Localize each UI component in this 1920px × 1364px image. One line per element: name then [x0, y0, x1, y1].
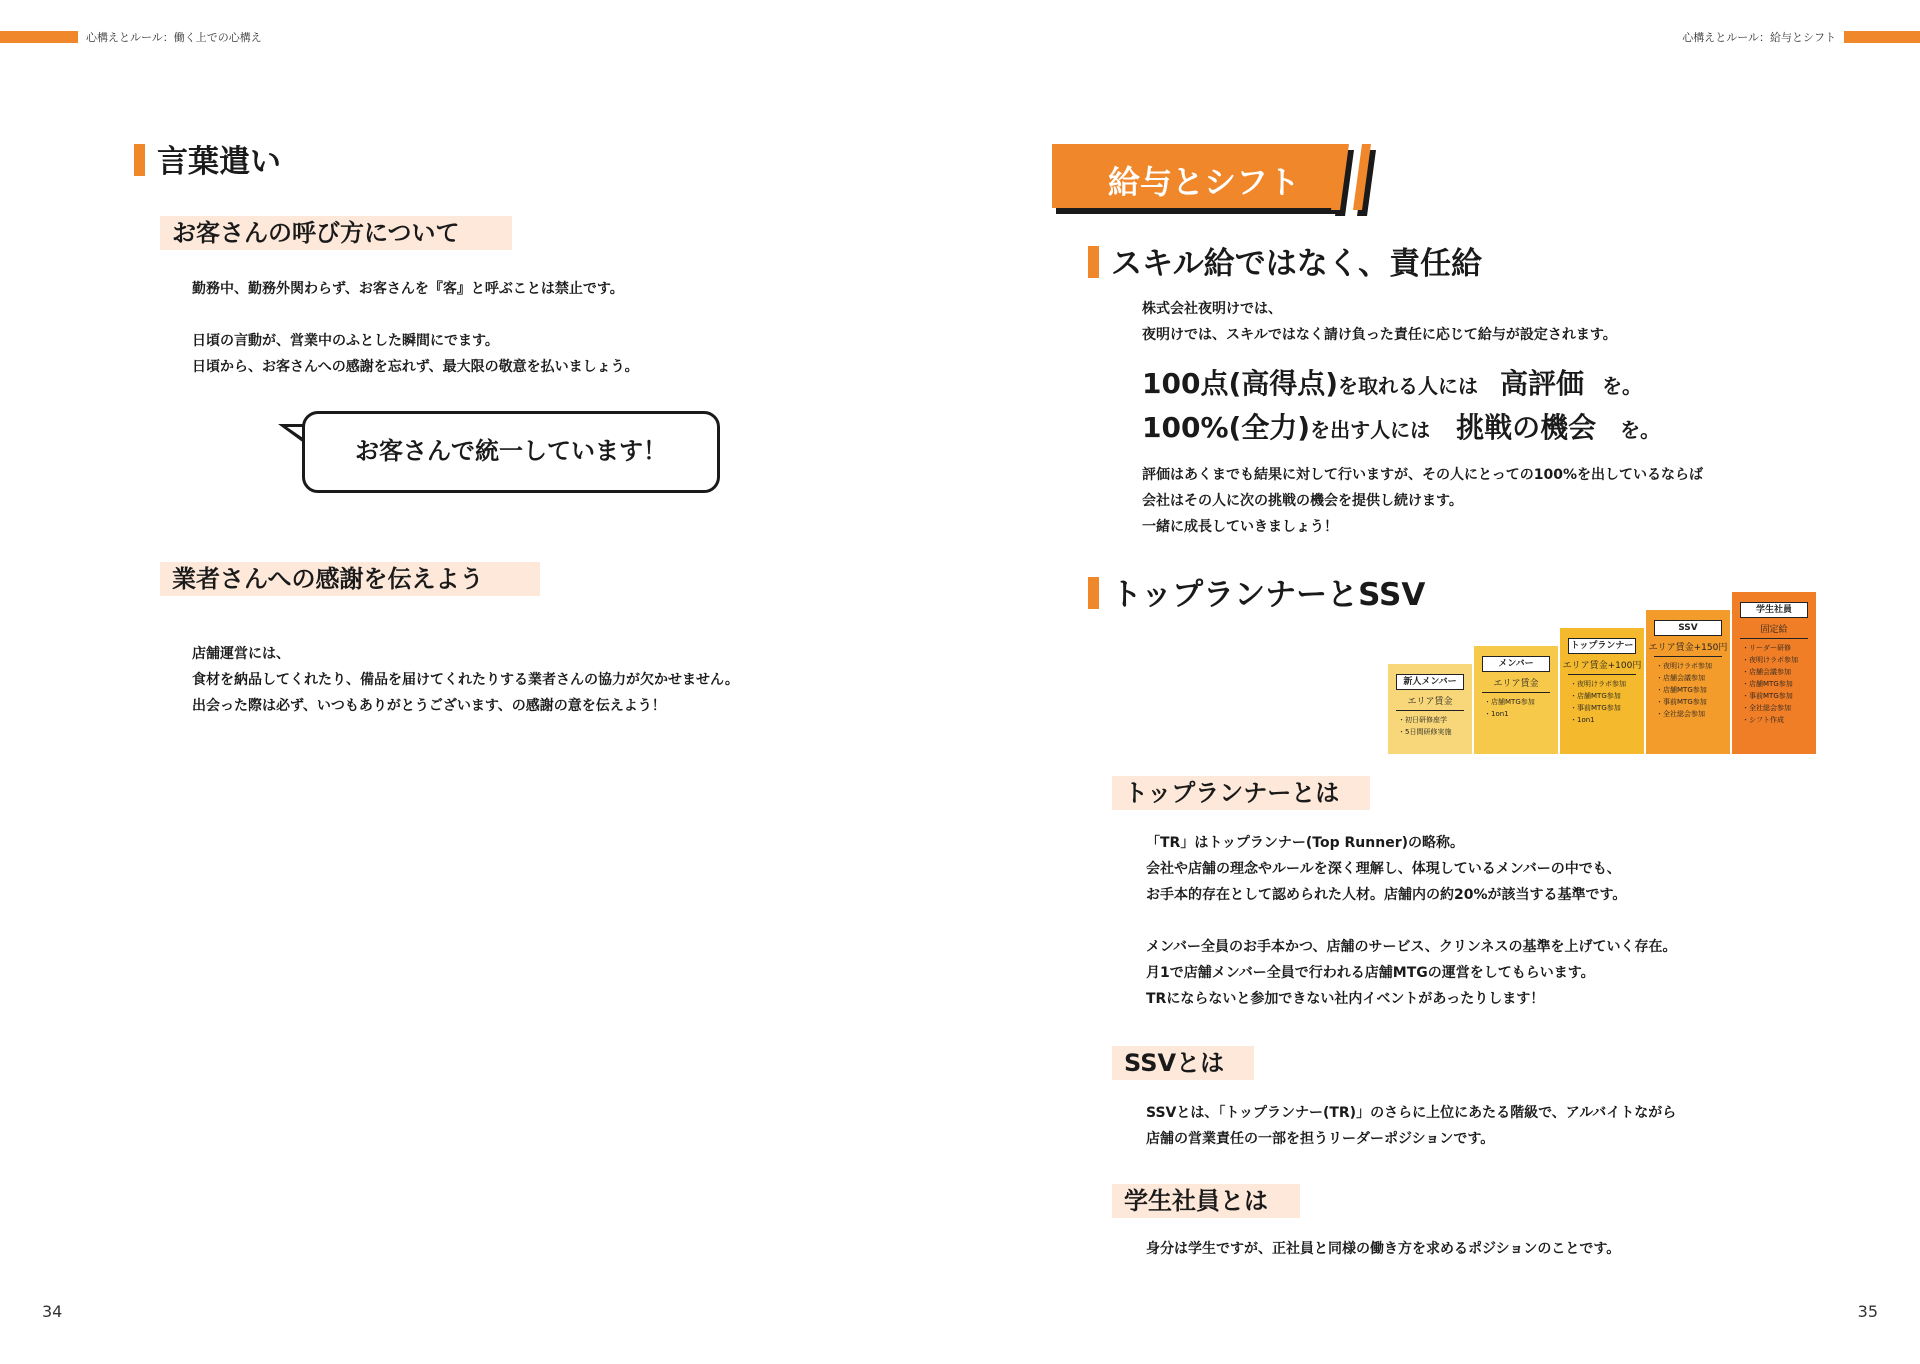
stair-step-title: SSV	[1654, 620, 1722, 636]
text-line: 評価はあくまでも結果に対して行いますが、その人にとっての100%を出しているならば	[1142, 467, 1703, 483]
stair-step-item: ・1on1	[1484, 710, 1509, 718]
section-heading-customer: お客さんの呼び方について	[160, 216, 512, 250]
slogan-line-1	[1142, 364, 1642, 406]
stair-step-item: ・事前MTG参加	[1742, 692, 1793, 700]
tr-ssv-section-title-text: トップランナーとSSV	[1111, 577, 1426, 613]
slogan-keyword: 高評価	[1500, 367, 1585, 400]
text-line: 会社はその人に次の挑戦の機会を提供し続けます。	[1142, 493, 1463, 509]
slogan-end: を。	[1602, 374, 1643, 398]
text-line: 日頃から、お客さんへの感謝を忘れず、最大限の敬意を払いましょう。	[192, 359, 639, 375]
stair-step-item: ・事前MTG参加	[1570, 704, 1621, 712]
skill-section-title	[1088, 244, 1482, 284]
text-line: 出会った際は必ず、いつもありがとうございます、の感謝の意を伝えよう！	[192, 698, 666, 714]
stair-step-item: ・店舗MTG参加	[1570, 692, 1621, 700]
stair-step-item: ・初日研修座学	[1398, 716, 1447, 724]
stair-step-items	[1570, 678, 1626, 726]
stair-step-items	[1742, 642, 1798, 726]
text-line: 店舗の営業責任の一部を担うリーダーポジションです。	[1146, 1131, 1495, 1147]
vendor-text-block	[192, 641, 739, 719]
stair-step-title: メンバー	[1482, 656, 1550, 672]
banner-slash-decoration	[1330, 144, 1410, 216]
slogan-line-2	[1142, 408, 1660, 450]
stair-step-items	[1656, 660, 1712, 720]
header-accent-bar-right	[1844, 31, 1920, 43]
text-line: 夜明けでは、スキルではなく請け負った責任に応じて給与が設定されます。	[1142, 327, 1617, 343]
skill-intro-text	[1142, 296, 1617, 348]
text-line: 「TR」はトップランナー(Top Runner)の略称。	[1146, 835, 1464, 851]
heading-marker	[134, 144, 145, 176]
stair-step-wage: エリア賃金	[1493, 679, 1539, 689]
stair-step-item: ・店舗MTG参加	[1484, 698, 1535, 706]
stair-step-item: ・5日間研修実施	[1398, 728, 1452, 736]
stair-step-wage: エリア賃金+150円	[1648, 643, 1728, 653]
text-line: 月1で店舗メンバー全員で行われる店舗MTGの運営をしてもらいます。	[1146, 965, 1595, 981]
skill-section-title-text: スキル給ではなく、責任給	[1111, 246, 1483, 282]
text-line: 勤務中、勤務外関わらず、お客さんを『客』と呼ぶことは禁止です。	[192, 281, 624, 297]
page-number-right: 35	[1857, 1302, 1878, 1321]
heading-marker	[1088, 246, 1099, 278]
text-line: SSVとは、「トップランナー(TR)」のさらに上位にあたる階級で、アルバイトながら	[1146, 1105, 1677, 1121]
stair-step-item: ・全社総会参加	[1656, 710, 1705, 718]
stair-step-divider	[1482, 692, 1550, 693]
stair-step-item: ・店舗会議参加	[1742, 668, 1791, 676]
text-line	[192, 302, 639, 328]
stair-step-item: ・シフト作成	[1742, 716, 1784, 724]
text-line: 身分は学生ですが、正社員と同様の働き方を求めるポジションのことです。	[1146, 1241, 1621, 1257]
stair-step-item: ・夜明けラボ参加	[1742, 656, 1798, 664]
stair-step-item: ・事前MTG参加	[1656, 698, 1707, 706]
career-stairs-diagram	[1388, 576, 1808, 760]
stair-step-divider	[1740, 638, 1808, 639]
section-heading-student-employee: 学生社員とは	[1112, 1184, 1300, 1218]
section-heading-ssv: SSVとは	[1112, 1046, 1254, 1080]
customer-text-block	[192, 276, 639, 380]
ssv-text-block	[1146, 1100, 1676, 1152]
stair-step-title: 新人メンバー	[1396, 674, 1464, 690]
text-line	[1146, 908, 1676, 934]
stair-step-item: ・1on1	[1570, 716, 1595, 724]
header-breadcrumb-right: 心構えとルール：給与とシフト	[1682, 31, 1836, 44]
page-title-left	[134, 142, 281, 182]
stair-step-title: 学生社員	[1740, 602, 1808, 618]
student-employee-text	[1146, 1236, 1620, 1262]
text-line: 一緒に成長していきましょう！	[1142, 519, 1338, 535]
slogan-subject: 100点(高得点)	[1142, 367, 1339, 400]
section-heading-top-runner: トップランナーとは	[1112, 776, 1370, 810]
stair-step-item: ・全社総会参加	[1742, 704, 1791, 712]
text-line: 株式会社夜明けでは、	[1142, 301, 1282, 317]
slogan-end: を。	[1620, 418, 1661, 442]
text-line: 日頃の言動が、営業中のふとした瞬間にでます。	[192, 333, 499, 349]
stair-step-wage: 固定給	[1760, 625, 1788, 635]
page-title-text: 言葉遣い	[157, 144, 281, 180]
stair-step-item: ・夜明けラボ参加	[1656, 662, 1712, 670]
speech-bubble: お客さんで統一しています！	[302, 411, 720, 493]
slogan-subject: 100%(全力)	[1142, 411, 1311, 444]
stair-step-divider	[1568, 674, 1636, 675]
slogan-connector: を出す人には	[1310, 418, 1431, 442]
text-line: お手本的存在として認められた人材。店舗内の約20%が該当する基準です。	[1146, 887, 1627, 903]
stair-step-divider	[1396, 710, 1464, 711]
stair-step-item: ・夜明けラボ参加	[1570, 680, 1626, 688]
header-accent-bar-left	[0, 31, 78, 43]
section-heading-vendor: 業者さんへの感謝を伝えよう	[160, 562, 540, 596]
header-breadcrumb-left: 心構えとルール：働く上での心構え	[86, 31, 262, 44]
top-runner-text-block	[1146, 830, 1676, 1012]
stair-step-wage: エリア賃金	[1407, 697, 1453, 707]
heading-marker	[1088, 577, 1099, 609]
stair-step-divider	[1654, 656, 1722, 657]
skill-outro-text	[1142, 462, 1703, 540]
text-line: 会社や店舗の理念やルールを深く理解し、体現しているメンバーの中でも、	[1146, 861, 1621, 877]
text-line: 食材を納品してくれたり、備品を届けてくれたりする業者さんの協力が欠かせません。	[192, 672, 739, 688]
text-line: メンバー全員のお手本かつ、店舗のサービス、クリンネスの基準を上げていく存在。	[1146, 939, 1677, 955]
slogan-keyword: 挑戦の機会	[1456, 411, 1597, 444]
stair-step-wage: エリア賃金+100円	[1562, 661, 1642, 671]
stair-step-item: ・リーダー研修	[1742, 644, 1791, 652]
slogan-connector: を取れる人には	[1338, 374, 1479, 398]
tr-ssv-section-title	[1088, 575, 1425, 615]
stair-step-item: ・店舗MTG参加	[1742, 680, 1793, 688]
stair-step-items	[1484, 696, 1535, 720]
page-number-left: 34	[42, 1302, 63, 1321]
stair-step-items	[1398, 714, 1451, 738]
text-line: TRにならないと参加できない社内イベントがあったりします！	[1146, 991, 1545, 1007]
text-line: 店舗運営には、	[192, 646, 290, 662]
stair-step-item: ・店舗MTG参加	[1656, 686, 1707, 694]
stair-step-item: ・店舗会議参加	[1656, 674, 1705, 682]
chapter-banner-title: 給与とシフト	[1108, 163, 1301, 201]
stair-step-title: トップランナー	[1568, 638, 1636, 654]
